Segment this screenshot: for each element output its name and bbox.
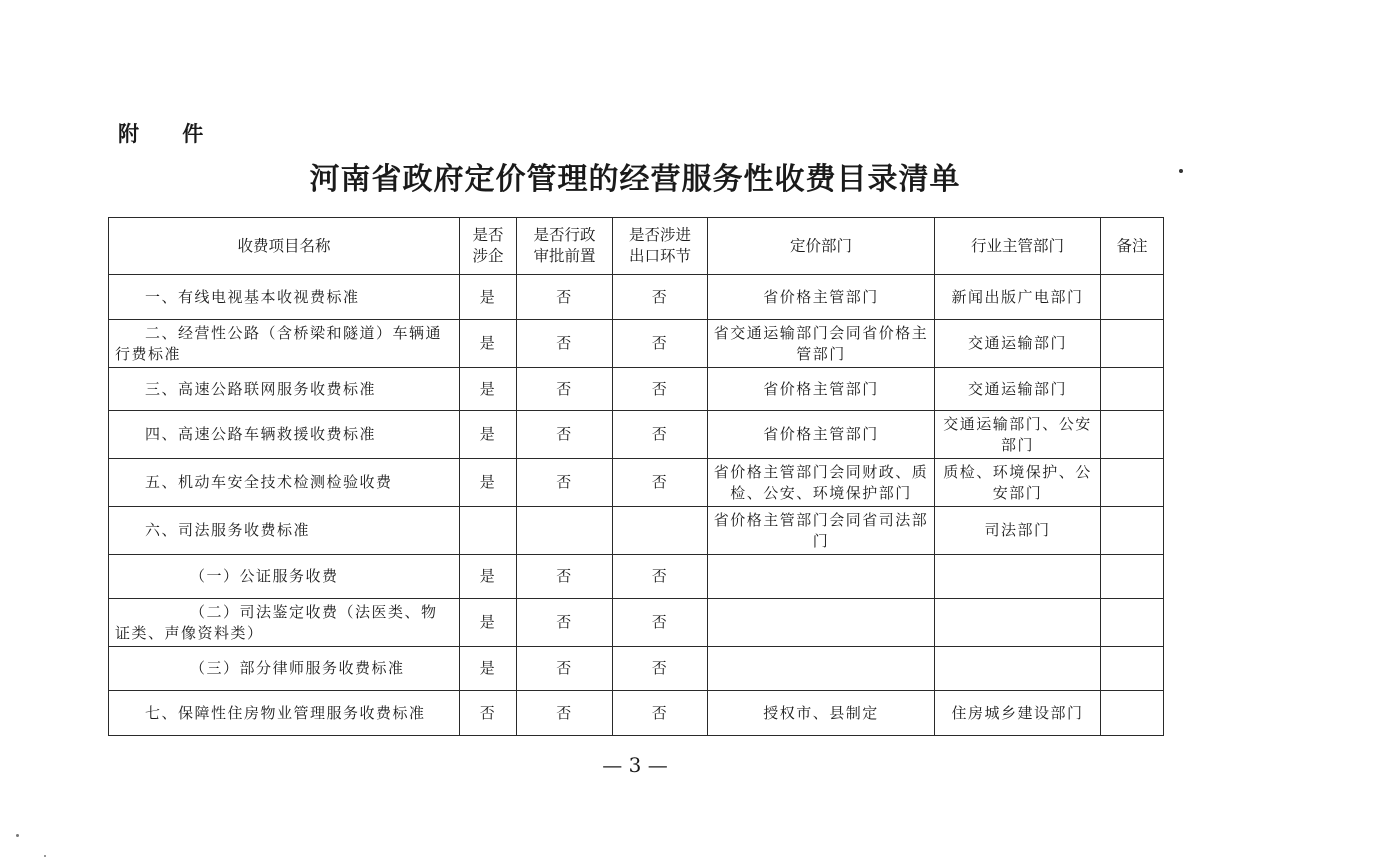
header-import-export-text: 是否涉进 出口环节	[628, 226, 691, 265]
row-name: （一）公证服务收费	[109, 555, 460, 599]
row-pricing-dept: 省价格主管部门	[708, 411, 935, 459]
header-remarks: 备注	[1101, 218, 1164, 275]
row-import-export: 否	[613, 320, 708, 368]
row-pricing-dept: 省价格主管部门	[708, 368, 935, 411]
row-industry-dept: 新闻出版广电部门	[935, 275, 1101, 320]
row-import-export: 否	[613, 368, 708, 411]
row-pricing-dept: 授权市、县制定	[708, 691, 935, 736]
row-import-export	[613, 507, 708, 555]
header-enterprise	[460, 218, 517, 275]
row-name: 六、司法服务收费标准	[109, 507, 460, 555]
row-industry-dept: 交通运输部门	[935, 368, 1101, 411]
table-row	[109, 555, 1164, 599]
header-industry-dept: 行业主管部门	[935, 218, 1101, 275]
scan-speck	[44, 855, 46, 857]
row-pricing-dept	[708, 647, 935, 691]
row-remarks	[1101, 599, 1164, 647]
table-row	[109, 691, 1164, 736]
row-enterprise: 是	[460, 555, 517, 599]
row-approval	[517, 507, 613, 555]
row-remarks	[1101, 555, 1164, 599]
row-import-export: 否	[613, 691, 708, 736]
row-industry-dept: 质检、环境保护、公安部门	[935, 459, 1101, 507]
row-remarks	[1101, 368, 1164, 411]
row-enterprise: 是	[460, 599, 517, 647]
row-industry-dept	[935, 599, 1101, 647]
fee-catalog-table	[108, 217, 1164, 736]
table-row	[109, 507, 1164, 555]
row-enterprise	[460, 507, 517, 555]
row-approval: 否	[517, 647, 613, 691]
row-approval: 否	[517, 599, 613, 647]
row-enterprise: 是	[460, 459, 517, 507]
row-import-export: 否	[613, 555, 708, 599]
row-industry-dept: 住房城乡建设部门	[935, 691, 1101, 736]
header-enterprise-text: 是否 涉企	[472, 226, 504, 265]
header-approval	[517, 218, 613, 275]
row-import-export: 否	[613, 647, 708, 691]
row-name: （二）司法鉴定收费（法医类、物证类、声像资料类）	[109, 599, 460, 647]
row-remarks	[1101, 459, 1164, 507]
table-header-row	[109, 218, 1164, 275]
row-approval: 否	[517, 555, 613, 599]
row-pricing-dept: 省价格主管部门会同财政、质检、公安、环境保护部门	[708, 459, 935, 507]
document-title: 河南省政府定价管理的经营服务性收费目录清单	[309, 162, 961, 197]
row-pricing-dept: 省交通运输部门会同省价格主管部门	[708, 320, 935, 368]
row-remarks	[1101, 691, 1164, 736]
row-import-export: 否	[613, 411, 708, 459]
row-industry-dept	[935, 555, 1101, 599]
table-row	[109, 411, 1164, 459]
row-name: 一、有线电视基本收视费标准	[109, 275, 460, 320]
table-row	[109, 275, 1164, 320]
row-enterprise: 是	[460, 647, 517, 691]
row-enterprise: 是	[460, 320, 517, 368]
row-enterprise: 是	[460, 411, 517, 459]
row-remarks	[1101, 507, 1164, 555]
row-enterprise: 是	[460, 275, 517, 320]
row-import-export: 否	[613, 459, 708, 507]
row-remarks	[1101, 647, 1164, 691]
row-pricing-dept: 省价格主管部门	[708, 275, 935, 320]
header-import-export	[613, 218, 708, 275]
row-import-export: 否	[613, 275, 708, 320]
row-industry-dept: 司法部门	[935, 507, 1101, 555]
row-approval: 否	[517, 691, 613, 736]
table-row	[109, 599, 1164, 647]
row-name: 二、经营性公路（含桥梁和隧道）车辆通行费标准	[109, 320, 460, 368]
row-import-export: 否	[613, 599, 708, 647]
row-approval: 否	[517, 275, 613, 320]
row-approval: 否	[517, 459, 613, 507]
header-approval-text: 是否行政 审批前置	[533, 226, 596, 265]
row-remarks	[1101, 320, 1164, 368]
row-pricing-dept: 省价格主管部门会同省司法部门	[708, 507, 935, 555]
table-row	[109, 647, 1164, 691]
row-name: （三）部分律师服务收费标准	[109, 647, 460, 691]
row-enterprise: 否	[460, 691, 517, 736]
scan-speck	[16, 834, 19, 837]
row-approval: 否	[517, 320, 613, 368]
row-pricing-dept	[708, 599, 935, 647]
row-name: 三、高速公路联网服务收费标准	[109, 368, 460, 411]
row-approval: 否	[517, 368, 613, 411]
row-remarks	[1101, 411, 1164, 459]
header-pricing-dept: 定价部门	[708, 218, 935, 275]
row-name: 四、高速公路车辆救援收费标准	[109, 411, 460, 459]
attachment-label: 附 件	[118, 122, 222, 146]
row-industry-dept	[935, 647, 1101, 691]
table-row	[109, 368, 1164, 411]
row-pricing-dept	[708, 555, 935, 599]
header-name: 收费项目名称	[109, 218, 460, 275]
row-approval: 否	[517, 411, 613, 459]
page-number: — 3 —	[602, 753, 668, 777]
row-industry-dept: 交通运输部门、公安部门	[935, 411, 1101, 459]
row-industry-dept: 交通运输部门	[935, 320, 1101, 368]
scan-dot-mark	[1179, 169, 1183, 173]
row-remarks	[1101, 275, 1164, 320]
table-row	[109, 459, 1164, 507]
row-name: 七、保障性住房物业管理服务收费标准	[109, 691, 460, 736]
table-row	[109, 320, 1164, 368]
row-enterprise: 是	[460, 368, 517, 411]
row-name: 五、机动车安全技术检测检验收费	[109, 459, 460, 507]
